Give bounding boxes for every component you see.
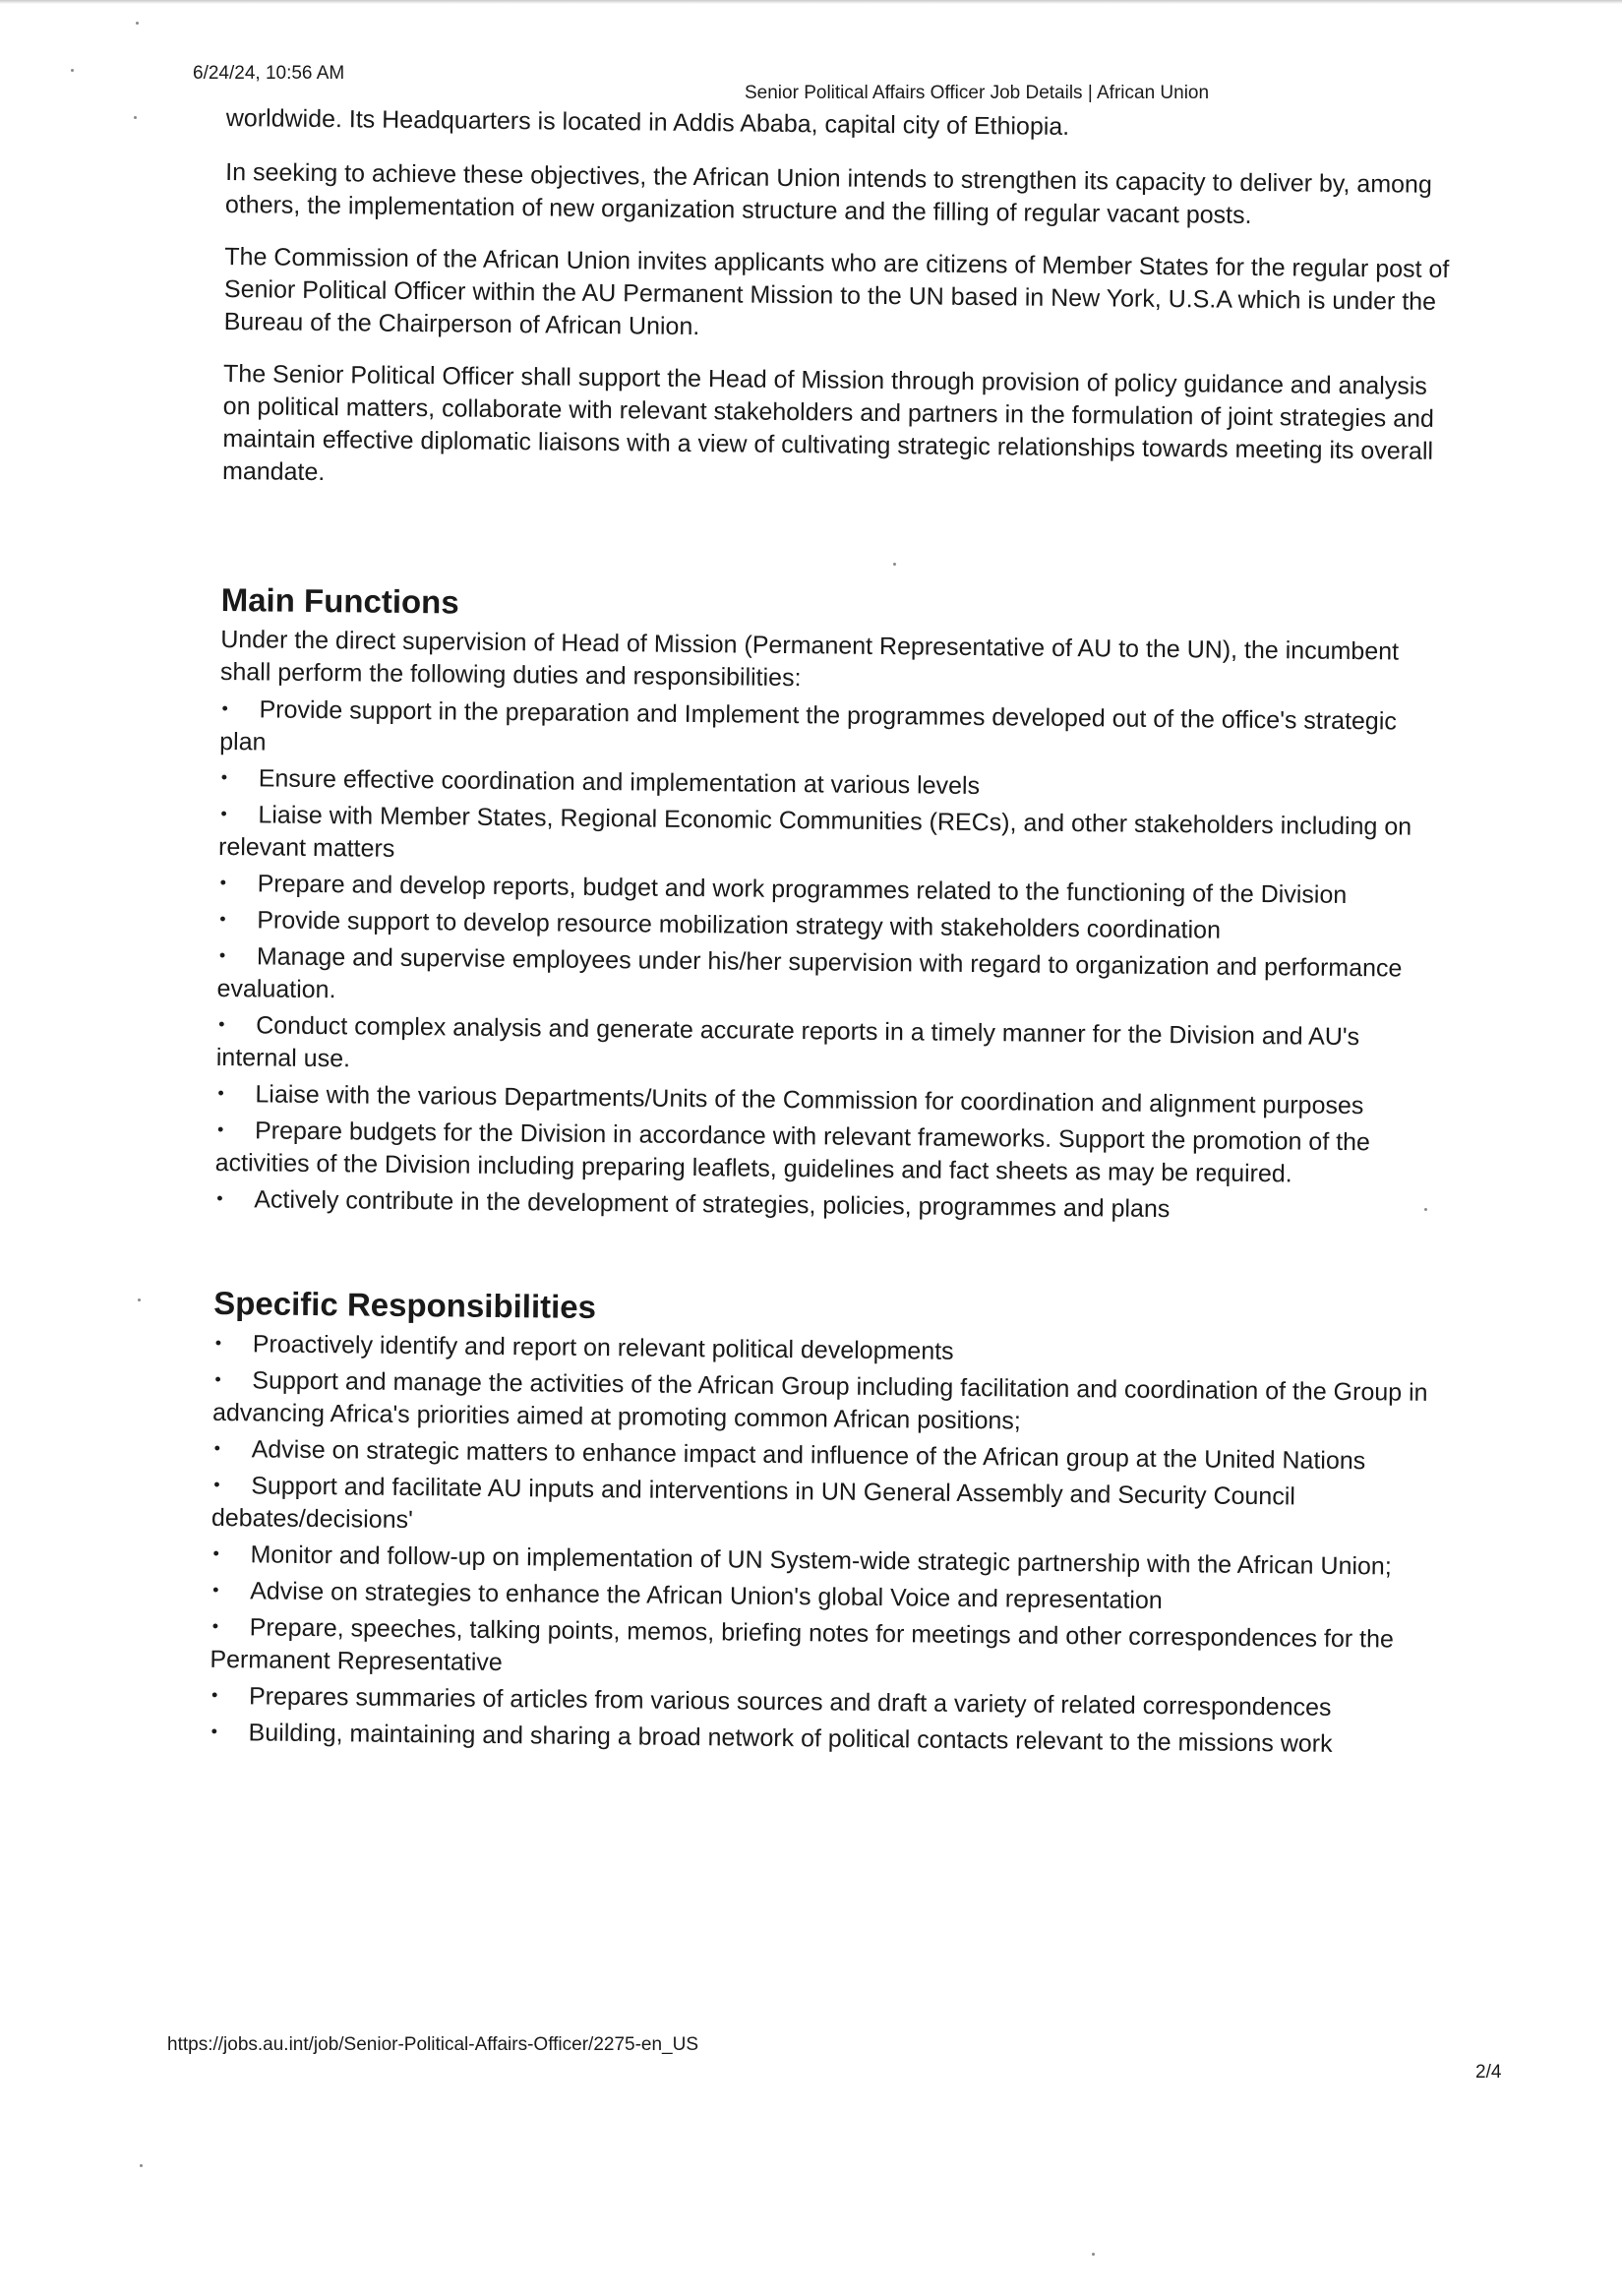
- list-item: • Monitor and follow-up on implementation of UN System-wide strategic partnership with the African Union;: [210, 1538, 1440, 1584]
- bullet-icon: •: [212, 1579, 219, 1601]
- print-timestamp: 6/24/24, 10:56 AM: [193, 63, 345, 84]
- list-item: • Actively contribute in the development of strategies, policies, programmes and plans: [214, 1182, 1444, 1229]
- scan-speck: [1424, 1208, 1427, 1211]
- bullet-icon: •: [213, 1474, 220, 1495]
- list-item: • Prepare and develop reports, budget and work programmes related to the functioning of the Division: [218, 867, 1448, 913]
- list-item: • Provide support to develop resource mobilization strategy with stakeholders coordination: [217, 903, 1447, 949]
- main-functions-intro: Under the direct supervision of Head of Mission (Permanent Representative of AU to the UN), the incumbent shall perform the following duties and responsibilities:: [219, 625, 1400, 693]
- list-item: • Building, maintaining and sharing a broad network of political contacts relevant to the missions work: [209, 1716, 1438, 1762]
- list-item: • Provide support in the preparation and Implement the programmes developed out of the office's strategic plan: [219, 693, 1450, 771]
- main-functions-list: [214, 693, 1450, 1229]
- list-item: • Conduct complex analysis and generate accurate reports in a timely manner for the Division and AU's internal use.: [216, 1008, 1447, 1087]
- page-number: 2/4: [1475, 2062, 1502, 2083]
- bullet-icon: •: [210, 1684, 218, 1705]
- scan-speck: [138, 1299, 141, 1301]
- scan-top-edge: [0, 0, 1622, 4]
- list-item: • Prepare, speeches, talking points, memos, briefing notes for meetings and other correspondences for the Permanent Representative: [210, 1610, 1440, 1689]
- scan-speck: [71, 69, 74, 72]
- bullet-icon: •: [217, 1082, 224, 1104]
- bullet-icon: •: [220, 803, 227, 824]
- list-item: • Support and manage the activities of the African Group including facilitation and coordination of the Group in advancing Africa's priorities aimed at promoting common African positions;: [212, 1363, 1443, 1442]
- list-item: • Manage and supervise employees under his/her supervision with regard to organization and performance evaluation.: [216, 939, 1447, 1018]
- document-body: [209, 102, 1455, 1765]
- scan-speck: [136, 22, 139, 25]
- scan-speck: [140, 2164, 143, 2167]
- print-page-url: https://jobs.au.int/job/Senior-Political-Affairs-Officer/2275-en_US: [167, 2034, 699, 2055]
- bullet-icon: •: [216, 1118, 224, 1140]
- bullet-icon: •: [212, 1542, 219, 1564]
- bullet-icon: •: [218, 1013, 225, 1035]
- intro-paragraph-4: The Senior Political Officer shall support the Head of Mission through provision of policy guidance and analysis on political matters, collaborate with relevant stakeholders and partners in the formulation of joint strategies and maintain effective diplomatic liaisons with a view of cultivating strategic relationships towards meeting its overall mandate.: [221, 359, 1435, 487]
- scan-speck: [893, 563, 896, 566]
- scan-speck: [1092, 2253, 1095, 2256]
- bullet-icon: •: [219, 872, 227, 893]
- intro-paragraph-3: The Commission of the African Union invites applicants who are citizens of Member States for the regular post of Senior Political Officer within the AU Permanent Mission to the UN based in New York, U.S.A which is under the Bureau of the Chairperson of African Union.: [223, 242, 1450, 341]
- intro-paragraph-2: In seeking to achieve these objectives, the African Union intends to strengthen its capacity to deliver by, among others, the implementation of new organization structure and the filling of regular vacant posts.: [224, 157, 1432, 229]
- list-item: • Liaise with the various Departments/Units of the Commission for coordination and alignment purposes: [215, 1077, 1445, 1123]
- scan-speck: [134, 116, 137, 119]
- list-item: • Advise on strategies to enhance the African Union's global Voice and representation: [210, 1574, 1440, 1620]
- bullet-icon: •: [216, 1187, 223, 1209]
- bullet-icon: •: [210, 1721, 218, 1741]
- bullet-icon: •: [213, 1437, 221, 1459]
- main-functions-section: [214, 580, 1451, 1229]
- list-item: • Liaise with Member States, Regional Economic Communities (RECs), and other stakeholders including on relevant matters: [218, 798, 1449, 876]
- bullet-icon: •: [211, 1615, 219, 1637]
- specific-responsibilities-list: [209, 1327, 1442, 1762]
- list-item: • Ensure effective coordination and implementation at various levels: [219, 761, 1449, 808]
- bullet-icon: •: [220, 766, 228, 788]
- list-item: • Advise on strategic matters to enhance impact and influence of the African group at the United Nations: [211, 1432, 1441, 1479]
- list-item: • Proactively identify and report on relevant political developments: [213, 1327, 1443, 1373]
- bullet-icon: •: [221, 697, 228, 719]
- list-item: • Prepares summaries of articles from various sources and draft a variety of related correspondences: [210, 1679, 1439, 1725]
- bullet-icon: •: [219, 908, 226, 930]
- specific-responsibilities-heading: Specific Responsibilities: [213, 1284, 597, 1326]
- list-item: • Prepare budgets for the Division in accordance with relevant frameworks. Support the promotion of the activities of the Division including preparing leaflets, guidelines and fact sheets as may be required.: [215, 1114, 1446, 1192]
- bullet-icon: •: [218, 944, 226, 966]
- list-item: • Support and facilitate AU inputs and interventions in UN General Assembly and Security Council debates/decisions': [211, 1469, 1442, 1547]
- intro-paragraph-1: worldwide. Its Headquarters is located in Addis Ababa, capital city of Ethiopia.: [225, 103, 1070, 141]
- bullet-icon: •: [214, 1332, 222, 1354]
- bullet-icon: •: [214, 1368, 221, 1390]
- main-functions-heading: Main Functions: [220, 580, 459, 621]
- specific-responsibilities-section: [209, 1284, 1443, 1762]
- print-page-title: Senior Political Affairs Officer Job Details | African Union: [745, 83, 1210, 103]
